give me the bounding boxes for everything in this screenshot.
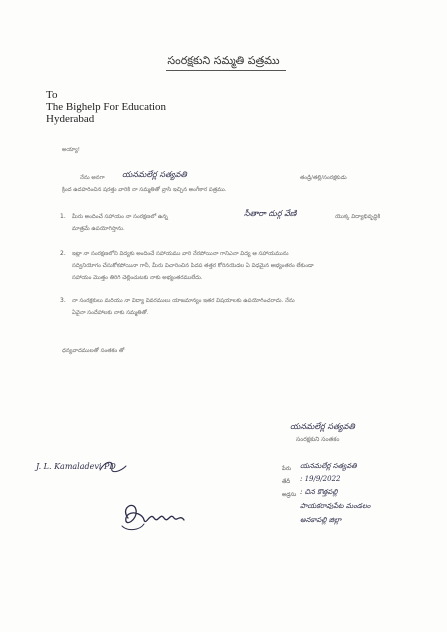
guardian-signature-label: సంరక్షకుని సంతకం	[296, 436, 340, 443]
point-2-number: 2.	[60, 250, 66, 257]
recipient-city: Hyderabad	[46, 113, 95, 125]
intro-prefix: నేను అనగా	[80, 175, 105, 181]
field-address-line1: : చిన కొత్తపల్లి	[300, 488, 338, 496]
letter-title: సంరక్షకుని సమ్మతి పత్రము	[167, 54, 280, 67]
closing-text: ధన్యవాదములతో సంతకం తో	[62, 348, 125, 354]
point-1-number: 1.	[60, 213, 66, 220]
field-date-value: : 19/9/2022	[300, 475, 341, 483]
point-3-line1: నా సంరక్షకులు మరియు నా విద్యా వివరములు యాజమాన్యం ఇతర విషయాలకు ఉపయోగించరాదు. నేను	[72, 298, 295, 304]
point-3-number: 3.	[60, 297, 66, 304]
point-1-student-name: సీతారా దుర్గ వేణి	[244, 209, 297, 218]
point-1-suffix: యొక్క విద్యాభివృద్ధికి	[335, 214, 381, 220]
field-address-line2: పాయకరావుపేట మండలం	[300, 502, 371, 510]
intro-line2: క్రింద ఉదహరించిన షరత్తు వారికి నా సమ్మతితో వ్రాసి ఇచ్చిన అంగీకార పత్రము.	[62, 187, 227, 193]
field-date-label: తేదీ	[282, 479, 291, 485]
field-name-value: యనమలేర్ల సత్యవతి	[300, 462, 357, 470]
intro-suffix: తండ్రి/తల్లి/సంరక్షకుడు	[300, 175, 347, 181]
scribble-signature	[114, 498, 194, 534]
recipient-org: The Bighelp For Education	[46, 101, 167, 113]
title-underline	[166, 70, 286, 71]
point-2-line3: సహాయం మొత్తం తిరిగి చెల్లించుటకు నాకు అభ్యంతరములేదు.	[72, 275, 203, 281]
point-1-line2: మాత్రమే ఉపయోగిస్తాను.	[72, 226, 125, 232]
field-name-label: పేరు	[282, 466, 292, 472]
intro-guardian-name: యనమలేర్ల సత్యవతి	[122, 170, 187, 179]
recipient-to: To	[46, 89, 58, 101]
point-2-line1: ఇట్లా నా సంరక్షణలోని విద్యకు అందించే సహాయము వారి నేరపోయినా గానిఎనా విద్య ఆ సహాయమును	[72, 251, 289, 257]
field-address-label: అడ్రసు	[282, 492, 297, 498]
salutation: అయ్యా!	[62, 147, 80, 153]
scribble-flourish	[96, 458, 136, 476]
field-address-line3: అనకాపల్లి జిల్లా	[300, 516, 342, 524]
point-2-line2: సద్వినియోగం చేసుకోకపోయినా గానీ, మీరు విచారించిన పిదప తత్తర కోరినయెడల ఏ విధమైన అభ్యంతరం లేకుండా	[72, 263, 314, 269]
officer-signature: J. L. Kamaladevi PD	[36, 462, 116, 471]
point-1-prefix: మీరు అందించే సహాయం నా సంరక్షణలో ఉన్న	[72, 214, 168, 220]
guardian-signature: యనమలేర్ల సత్యవతి	[290, 422, 355, 431]
point-3-line2: ఏవైనా సందేహాలకు నాకు సమ్మతితో.	[72, 310, 149, 316]
